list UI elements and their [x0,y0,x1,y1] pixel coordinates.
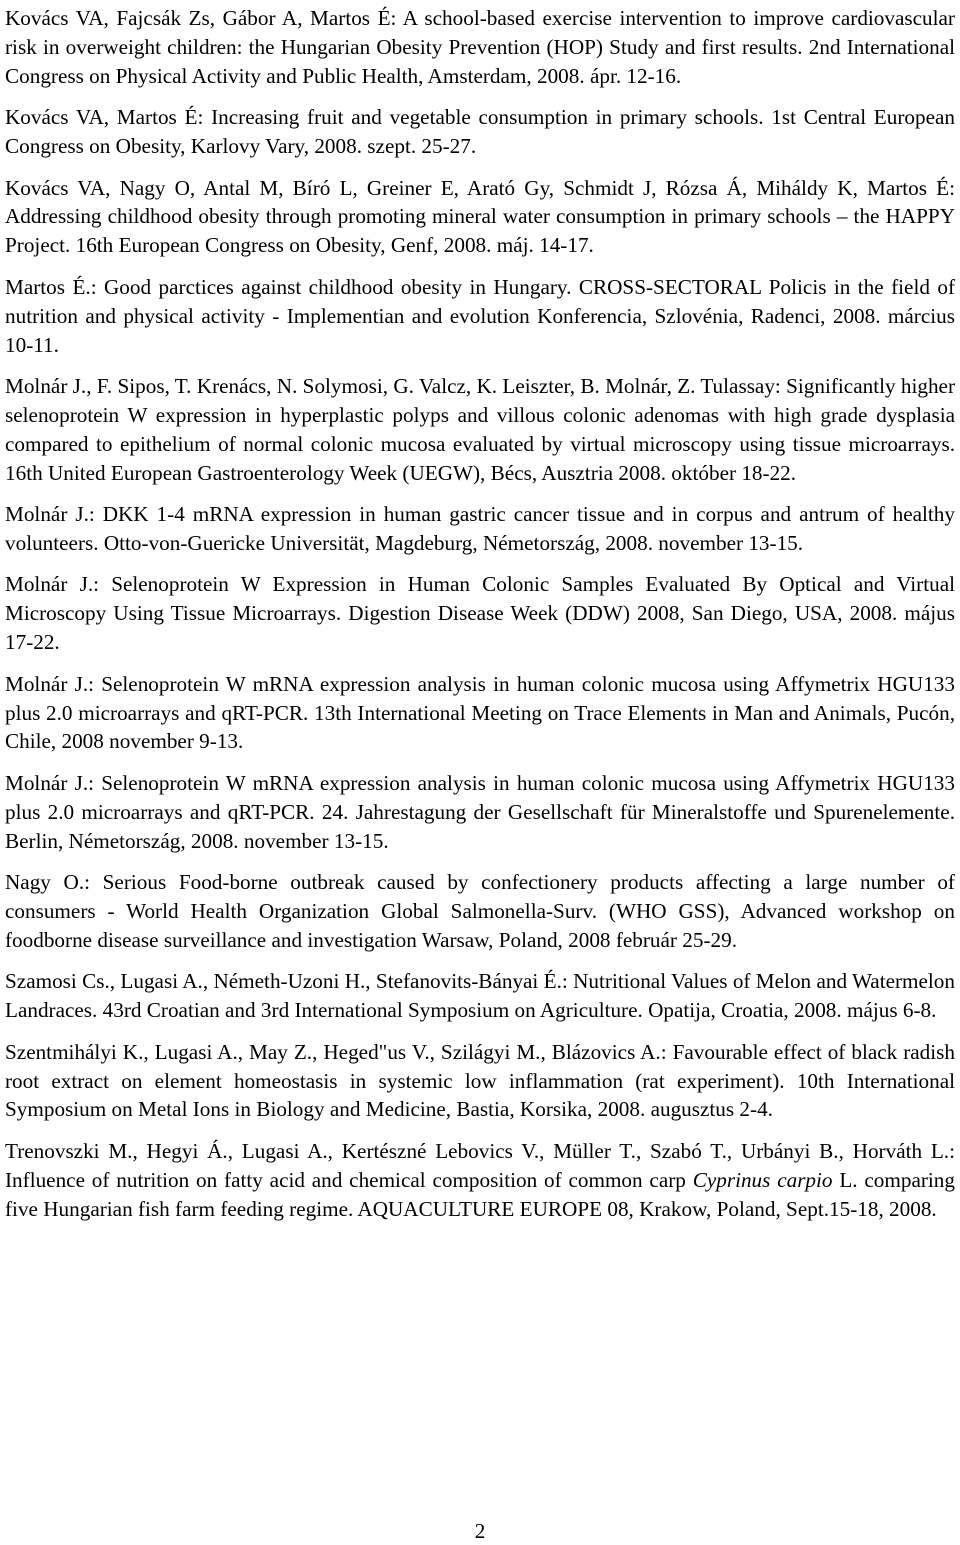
reference-entry [5,1137,955,1224]
reference-text: L. comparing five Hungarian fish farm feeding regime. AQUACULTURE EUROPE 08, Krakow, Poland, Sept.15-18, 2008. [5,1167,955,1221]
reference-entry: Nagy O.: Serious Food-borne outbreak caused by confectionery products affecting a large number of consumers - World Health Organization Global Salmonella-Surv. (WHO GSS), Advanced workshop on foodborne disease surveillance and investigation Warsaw, Poland, 2008 február 25-29. [5,870,955,952]
reference-entry: Szentmihályi K., Lugasi A., May Z., Heged"us V., Szilágyi M., Blázovics A.: Favourable effect of black radish root extract on element homeostasis in systemic low inflammation (rat experiment). 10th International Symposium on Metal Ions in Biology and Medicine, Bastia, Korsika, 2008. augusztus 2-4. [5,1039,955,1122]
reference-entry: Molnár J.: Selenoprotein W mRNA expression analysis in human colonic mucosa using Affymetrix HGU133 plus 2.0 microarrays and qRT-PCR. 24. Jahrestagung der Gesellschaft für Mineralstoffe und Spurenelemente. Berlin, Németország, 2008. november 13-15. [5,770,955,853]
reference-entry: Kovács VA, Nagy O, Antal M, Bíró L, Greiner E, Arató Gy, Schmidt J, Rózsa Á, Miháldy K, Martos É: Addressing childhood obesity through promoting mineral water consumption in primary schools – the HAPPY Project. 16th European Congress on Obesity, Genf, 2008. máj. 14-17. [5,175,955,258]
reference-entry: Kovács VA, Fajcsák Zs, Gábor A, Martos É: A school-based exercise intervention to improve cardiovascular risk in overweight children: the Hungarian Obesity Prevention (HOP) Study and first results. 2nd International Congress on Physical Activity and Public Health, Amsterdam, 2008. ápr. 12-16. [5,6,955,88]
reference-entry: Kovács VA, Martos É: Increasing fruit and vegetable consumption in primary schools. 1st Central European Congress on Obesity, Karlovy Vary, 2008. szept. 25-27. [5,105,955,159]
species-name: Cyprinus carpio [692,1167,833,1192]
reference-entry: Molnár J., F. Sipos, T. Krenács, N. Solymosi, G. Valcz, K. Leiszter, B. Molnár, Z. Tulassay: Significantly higher selenoprotein W expression in hyperplastic polyps and villous colonic adenomas with high grade dysplasia compared to epithelium of normal colonic mucosa evaluated by virtual microscopy using tissue microarrays. 16th United European Gastroenterology Week (UEGW), Bécs, Ausztria 2008. október 18-22. [5,373,955,485]
reference-entry: Szamosi Cs., Lugasi A., Németh-Uzoni H., Stefanovits-Bányai É.: Nutritional Values of Melon and Watermelon Landraces. 43rd Croatian and 3rd International Symposium on Agriculture. Opatija, Croatia, 2008. május 6-8. [5,969,955,1023]
reference-entry: Molnár J.: DKK 1-4 mRNA expression in human gastric cancer tissue and in corpus and antrum of healthy volunteers. Otto-von-Guericke Universität, Magdeburg, Németország, 2008. november 13-15. [5,502,955,555]
reference-entry: Martos É.: Good parctices against childhood obesity in Hungary. CROSS-SECTORAL Policis in the field of nutrition and physical activity - Implementian and evolution Konferencia, Szlovénia, Radenci, 2008. március 10-11. [5,274,955,357]
reference-entry: Molnár J.: Selenoprotein W Expression in Human Colonic Samples Evaluated By Optical and Virtual Microscopy Using Tissue Microarrays. Digestion Disease Week (DDW) 2008, San Diego, USA, 2008. május 17-22. [5,572,955,655]
reference-text: Trenovszki M., Hegyi Á., Lugasi A., Kertészné Lebovics V., Müller T., Szabó T., Urbányi B., Horváth L.: Influence of nutrition on fatty acid and chemical composition of common carp [5,1138,955,1192]
page-number: 2 [474,1519,486,1543]
reference-entry: Molnár J.: Selenoprotein W mRNA expression analysis in human colonic mucosa using Affymetrix HGU133 plus 2.0 microarrays and qRT-PCR. 13th International Meeting on Trace Elements in Man and Animals, Pucón, Chile, 2008 november 9-13. [5,671,955,754]
